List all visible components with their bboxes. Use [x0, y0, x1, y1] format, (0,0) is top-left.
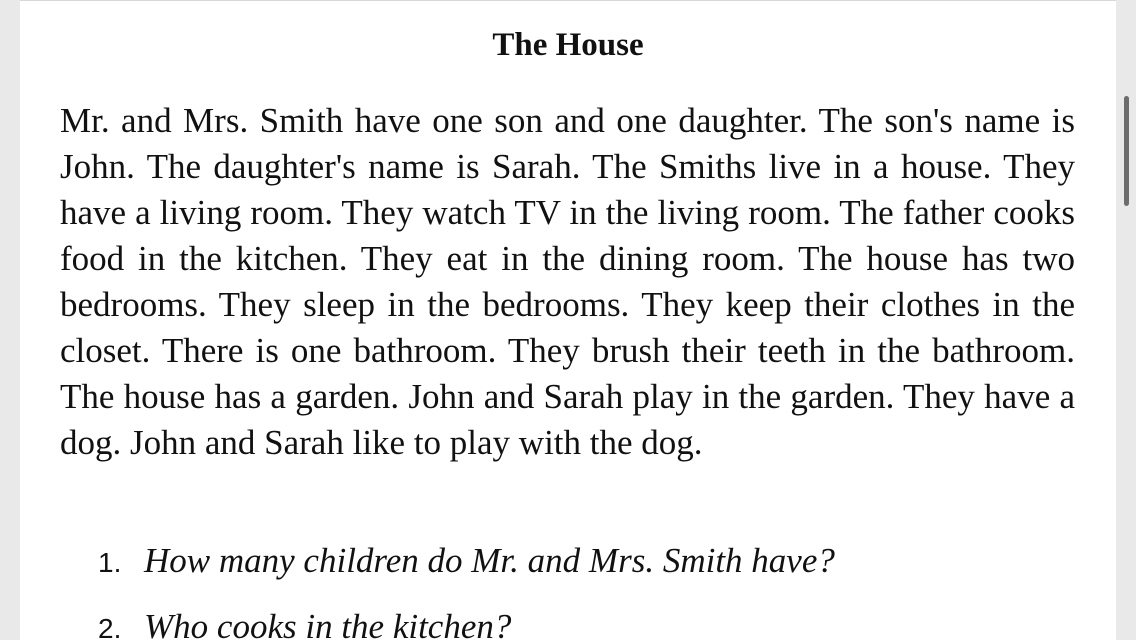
question-number: 2. — [98, 613, 122, 640]
scrollbar-thumb[interactable] — [1124, 96, 1129, 206]
document-page — [20, 0, 1116, 640]
question-number: 1. — [98, 547, 122, 578]
document-title: The House — [492, 27, 644, 63]
question-text: How many children do Mr. and Mrs. Smith have? — [144, 541, 835, 580]
question-text: Who cooks in the kitchen? — [144, 607, 512, 640]
story-paragraph: Mr. and Mrs. Smith have one son and one daughter. The son's name is John. The daughter's name is Sarah. The Smiths live in a house. They have a living room. They watch TV in the living room. The father cooks food in the kitchen. They eat in the dining room. The house has two bedrooms. They sleep in the bedrooms. They keep their clothes in the closet. There is one bathroom. They brush their teeth in the bathroom. The house has a garden. John and Sarah play in the garden. They have a dog. John and Sarah like to play with the dog. — [60, 101, 1075, 462]
question-list — [98, 541, 1088, 640]
question-item — [98, 607, 1088, 640]
question-item — [98, 541, 1088, 607]
